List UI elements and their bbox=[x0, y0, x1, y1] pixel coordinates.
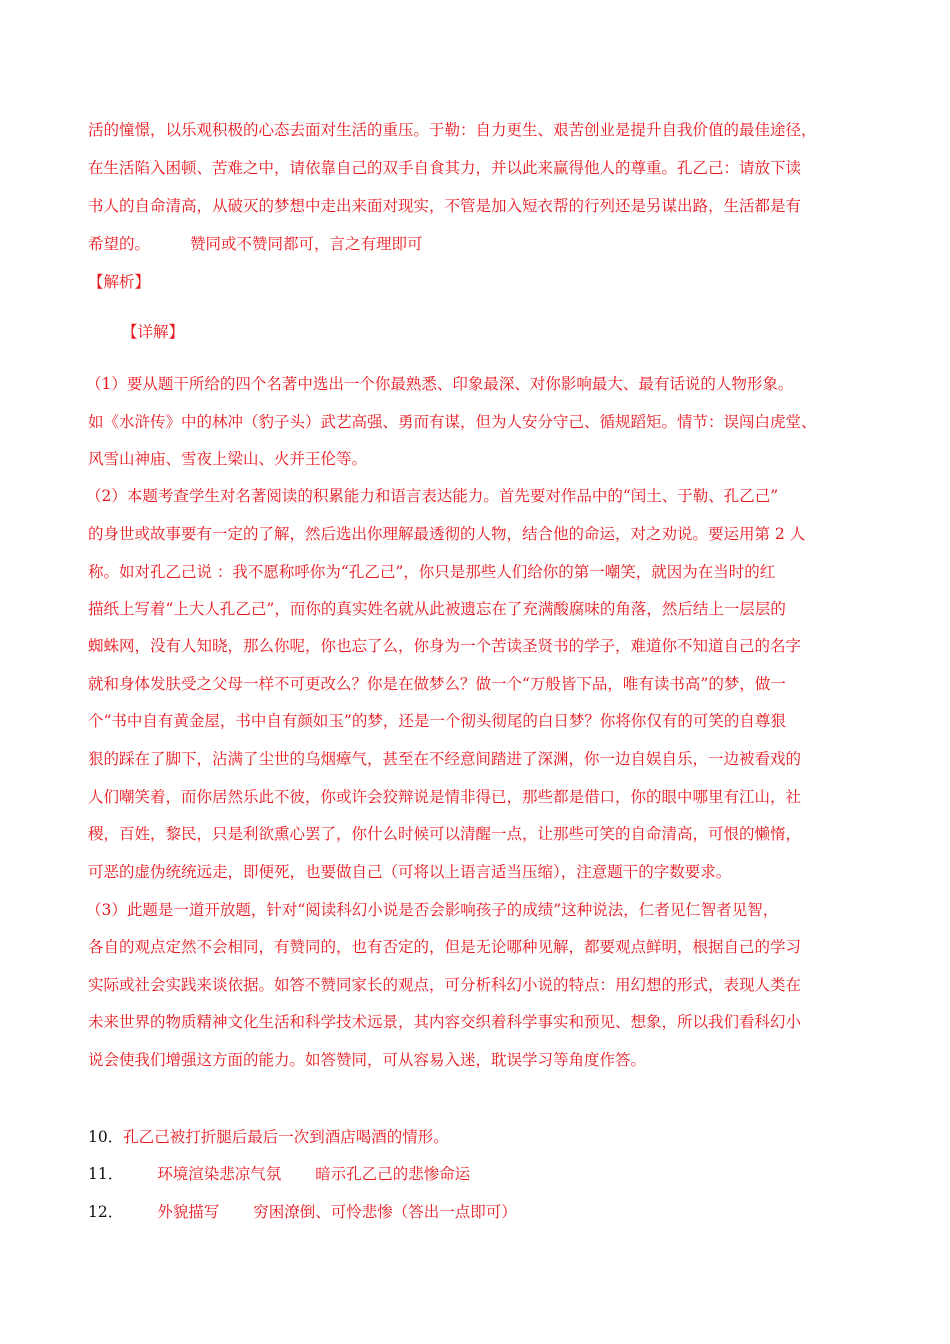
text-line: 人们嘲笑着，而你居然乐此不彼，你或许会狡辩说是情非得已，那些都是借口，你的眼中哪里有江山，社 bbox=[88, 788, 802, 806]
answer-line bbox=[88, 1202, 517, 1222]
xiangjie-label: 【详解】 bbox=[122, 323, 185, 341]
text-line: 就和身体发肤受之父母一样不可更改么？你是在做梦么？做一个“万般皆下品，唯有读书高”的梦，做一 bbox=[88, 675, 786, 693]
answer-number: 10． bbox=[88, 1128, 124, 1146]
text-line: 在生活陷入困顿、苦难之中，请依靠自己的双手自食其力，并以此来赢得他人的尊重。孔乙己：请放下读 bbox=[88, 159, 802, 177]
text-line: 各自的观点定然不会相同，有赞同的，也有否定的，但是无论哪种见解，都要观点鲜明，根据自己的学习 bbox=[88, 938, 802, 956]
text-line: （2）本题考查学生对名著阅读的积累能力和语言表达能力。首先要对作品中的“闰土、于勒、孔乙己” bbox=[86, 487, 779, 505]
text-line: （1）要从题干所给的四个名著中选出一个你最熟悉、印象最深、对你影响最大、最有话说的人物形象。 bbox=[86, 375, 794, 393]
text-line: 活的憧憬，以乐观积极的心态去面对生活的重压。于勒：自力更生、艰苦创业是提升自我价值的最佳途径， bbox=[88, 121, 817, 139]
text-line: 狠的踩在了脚下，沾满了尘世的乌烟瘴气，甚至在不经意间踏进了深渊，你一边自娱自乐，一边被看戏的 bbox=[88, 750, 802, 768]
text-line: 蜘蛛网，没有人知晓，那么你呢，你也忘了么，你身为一个苦读圣贤书的学子，难道你不知道自己的名字 bbox=[88, 637, 802, 655]
text-line: 可恶的虚伪统统远走，即便死，也要做自己（可将以上语言适当压缩），注意题干的字数要求。 bbox=[88, 863, 732, 881]
answer-text: 穷困潦倒、可怜悲惨（答出一点即可） bbox=[253, 1203, 517, 1221]
text-line: 描纸上写着“上大人孔乙己”，而你的真实姓名就从此被遗忘在了充满酸腐味的角落，然后结上一层层的 bbox=[88, 600, 786, 618]
text-line: 风雪山神庙、雪夜上梁山、火并王伦等。 bbox=[88, 450, 368, 468]
text-line: 书人的自命清高，从破灭的梦想中走出来面对现实，不管是加入短衣帮的行列还是另谋出路，生活都是有 bbox=[88, 197, 802, 215]
answer-text: 暗示孔乙己的悲惨命运 bbox=[315, 1165, 471, 1183]
answer-text: 孔乙己被打折腿后最后一次到酒店喝酒的情形。 bbox=[123, 1128, 449, 1146]
text-line: 稷，百姓，黎民，只是利欲熏心罢了，你什么时候可以清醒一点，让那些可笑的自命清高，可恨的懒惰， bbox=[88, 825, 802, 843]
answer-text: 环境渲染悲凉气氛 bbox=[157, 1165, 282, 1183]
text-span: 希望的。 bbox=[88, 235, 151, 253]
answer-text: 外貌描写 bbox=[157, 1203, 220, 1221]
text-line: 实际或社会实践来谈依据。如答不赞同家长的观点，可分析科幻小说的特点：用幻想的形式，表现人类在 bbox=[88, 976, 802, 994]
text-line: 说会使我们增强这方面的能力。如答赞同，可从容易入迷，耽误学习等角度作答。 bbox=[88, 1051, 647, 1069]
text-line: 未来世界的物质精神文化生活和科学技术远景，其内容交织着科学事实和预见、想象，所以我们看科幻小 bbox=[88, 1013, 802, 1031]
text-line: （3）此题是一道开放题，针对“阅读科幻小说是否会影响孩子的成绩”这种说法，仁者见仁智者见智， bbox=[86, 901, 779, 919]
text-line bbox=[88, 234, 423, 254]
answer-line bbox=[88, 1127, 449, 1147]
text-line: 如《水浒传》中的林冲（豹子头）武艺高强、勇而有谋，但为人安分守己、循规蹈矩。情节：误闯白虎堂、 bbox=[88, 413, 817, 431]
answer-number: 12． bbox=[88, 1203, 124, 1221]
text-line: 称。如对孔乙己说 ：我不愿称呼你为“孔乙己”，你只是那些人们给你的第一嘲笑，就因为在当时的红 bbox=[88, 563, 776, 581]
text-span: 赞同或不赞同都可，言之有理即可 bbox=[190, 235, 423, 253]
answer-line bbox=[88, 1164, 470, 1184]
answer-number: 11． bbox=[88, 1165, 124, 1183]
text-line: 个“书中自有黄金屋，书中自有颜如玉”的梦，还是一个彻头彻尾的白日梦？你将你仅有的可笑的自尊狠 bbox=[88, 712, 786, 730]
text-line: 的身世或故事要有一定的了解，然后选出你理解最透彻的人物，结合他的命运，对之劝说。要运用第 2 人 bbox=[88, 525, 806, 543]
jiexi-label: 【解析】 bbox=[88, 273, 151, 291]
